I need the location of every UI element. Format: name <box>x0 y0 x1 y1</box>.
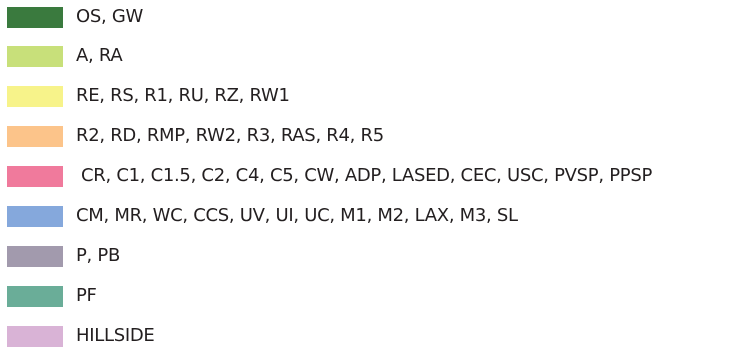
legend-swatch <box>7 206 63 227</box>
legend-label: R2, RD, RMP, RW2, R3, RAS, R4, R5 <box>76 125 384 146</box>
legend-swatch <box>7 286 63 307</box>
legend-label: A, RA <box>76 45 123 66</box>
legend-label: CM, MR, WC, CCS, UV, UI, UC, M1, M2, LAX, M3, SL <box>76 205 518 226</box>
legend-swatch <box>7 246 63 267</box>
legend-item-parking <box>7 241 747 271</box>
legend-swatch <box>7 326 63 347</box>
legend-item-industrial <box>7 201 747 231</box>
legend-item-commercial <box>7 161 747 191</box>
legend-label: HILLSIDE <box>76 325 155 346</box>
zoning-legend <box>7 0 747 358</box>
legend-swatch <box>7 46 63 67</box>
legend-item-hillside <box>7 321 747 351</box>
legend-swatch <box>7 7 63 28</box>
legend-item-a-ra <box>7 41 747 71</box>
legend-swatch <box>7 166 63 187</box>
legend-item-residential-low <box>7 81 747 111</box>
legend-item-os-gw <box>7 2 747 32</box>
legend-label: OS, GW <box>76 6 143 27</box>
legend-label: P, PB <box>76 245 121 266</box>
legend-label: PF <box>76 285 97 306</box>
legend-swatch <box>7 126 63 147</box>
legend-item-residential-multi <box>7 121 747 151</box>
legend-swatch <box>7 86 63 107</box>
legend-label: CR, C1, C1.5, C2, C4, C5, CW, ADP, LASED, CEC, USC, PVSP, PPSP <box>81 165 652 186</box>
legend-item-public-facilities <box>7 281 747 311</box>
legend-label: RE, RS, R1, RU, RZ, RW1 <box>76 85 290 106</box>
